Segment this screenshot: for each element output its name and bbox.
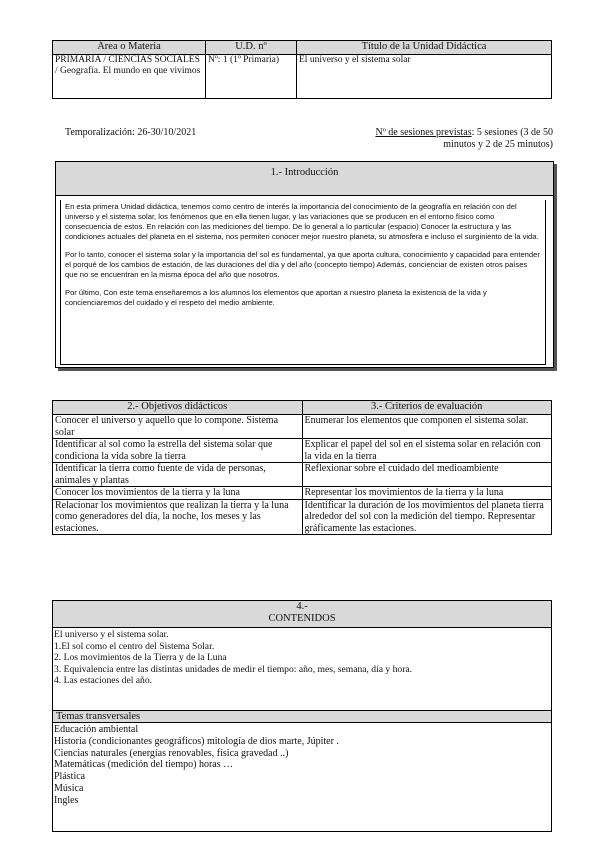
list-item: 2. Los movimientos de la Tierra y de la Luna bbox=[54, 652, 227, 663]
temas-transversales-title: Temas transversales bbox=[53, 710, 551, 723]
objetivo-cell: Conocer el universo y aquello que lo compone. Sistema solar bbox=[53, 415, 303, 439]
contenidos-list bbox=[53, 628, 551, 710]
list-item: Ingles bbox=[54, 794, 79, 806]
criterios-header: 3.- Criterios de evaluación bbox=[302, 401, 552, 415]
table-row bbox=[53, 487, 552, 500]
introduccion-title: 1.- Introducción bbox=[56, 162, 553, 196]
list-item: 4. Las estaciones del año. bbox=[54, 675, 153, 686]
intro-paragraph: En esta primera Unidad didáctica, tenemos como centro de interés la importancia del conocimiento de la geografía en relación con del universo y el sistema solar, los fenómenos que en ella tienen lugar, y las variaciones que se producen en el entorno físico como consecuencia de estos. En relación con las mediciones del tiempo. De lo general a lo particular (espacio) Conocer la estructura y las condiciones actuales del planeta en el sistema, nos permiten conocer mejor nuestro planeta, su atmosfera e incluso el surginiento de la vida. bbox=[65, 202, 539, 241]
col-titulo-header: Título de la Unidad Didáctica bbox=[297, 41, 552, 55]
intro-paragraph: Por lo tanto, conocer el sistema solar y la importancia del sol es fundamental, ya que aporta cultura, conocimiento y capacidad para entender el porqué de los cambios de estación, de las duraciones del día y del año (concepto tiempo) Además, concienciar de existen otros países que no se encuentran en la misma época del año que nosotros. bbox=[65, 250, 540, 279]
sesiones-label: Nº de sesiones previstas bbox=[375, 127, 472, 138]
objetivo-cell: Relacionar los movimientos que realizan la tierra y la luna como generadores del día, la noche, los meses y las estaciones. bbox=[53, 499, 303, 535]
objetivo-cell: Conocer los movimientos de la tierra y la luna bbox=[53, 487, 303, 500]
area-value: PRIMARIA / CIENCIAS SOCIALES / Geografía. El mundo en que vivimos bbox=[53, 55, 206, 99]
criterio-cell: Representar los movimientos de la tierra y la luna bbox=[302, 487, 552, 500]
criterio-cell: Explicar el papel del sol en el sistema solar en relación con la vida en la tierra bbox=[302, 439, 552, 463]
introduccion-text bbox=[60, 200, 546, 365]
contenidos-title bbox=[53, 601, 551, 628]
objetivo-cell: Identificar la tierra como fuente de vida de personas, animales y plantas bbox=[53, 463, 303, 487]
intro-paragraph: Por último, Con este tema enseñaremos a los alumnos los elementos que aportan a nuestro planeta la existencia de la vida y concienciaremos del cuidado y el respeto del medio ambiente. bbox=[65, 288, 487, 307]
objetivos-header: 2.- Objetivos didácticos bbox=[53, 401, 303, 415]
criterio-cell: Identificar la duración de los movimientos del planeta tierra alrededor del sol con la medición del tiempo. Representar gráficamente las estaciones. bbox=[302, 499, 552, 535]
list-item: Matemáticas (medición del tiempo) horas … bbox=[54, 759, 234, 771]
ud-value: Nº: 1 (1º Primaria) bbox=[206, 55, 297, 99]
objetivo-cell: Identificar al sol como la estrella del sistema solar que condiciona la vida sobre la tierra bbox=[53, 439, 303, 463]
objetivos-criterios-table bbox=[52, 400, 552, 535]
criterio-cell: Enumerar los elementos que componen el sistema solar. bbox=[302, 415, 552, 439]
list-item: 1.El sol como el centro del Sistema Solar. bbox=[54, 640, 215, 652]
table-row bbox=[53, 499, 552, 535]
criterio-cell: Reflexionar sobre el cuidado del medioambiente bbox=[302, 463, 552, 487]
sesiones-text bbox=[355, 127, 553, 151]
sesiones-value: : 5 sesiones (3 de 50 minutos y 2 de 25 minutos) bbox=[443, 127, 553, 150]
temas-transversales-list bbox=[53, 723, 551, 808]
list-item: Educación ambiental bbox=[54, 724, 139, 735]
list-item: 3. Equivalencia entre las distintas unidades de medir el tiempo: año, mes, semana, día y hora. bbox=[54, 663, 413, 675]
contenidos-section bbox=[52, 600, 552, 832]
titulo-value: El universo y el sistema solar bbox=[297, 55, 552, 99]
introduccion-section bbox=[55, 161, 554, 368]
contenidos-number: 4.- bbox=[296, 601, 308, 612]
contenidos-heading: CONTENIDOS bbox=[268, 613, 336, 624]
list-item: El universo y el sistema solar. bbox=[54, 629, 169, 640]
unit-header-table bbox=[52, 40, 552, 99]
list-item: Historia (condicionantes geográficos) mitología de dios marte, Júpiter . bbox=[54, 735, 339, 747]
table-row bbox=[53, 463, 552, 487]
col-area-header: Área o Materia bbox=[53, 41, 206, 55]
list-item: Ciencias naturales (energías renovables, física gravedad ..) bbox=[54, 747, 289, 759]
table-row bbox=[53, 415, 552, 439]
list-item: Música bbox=[54, 782, 84, 794]
col-ud-header: U.D. nº bbox=[206, 41, 297, 55]
table-row bbox=[53, 439, 552, 463]
list-item: Plástica bbox=[54, 771, 86, 783]
temporalizacion-text: Temporalización: 26-30/10/2021 bbox=[65, 127, 197, 138]
